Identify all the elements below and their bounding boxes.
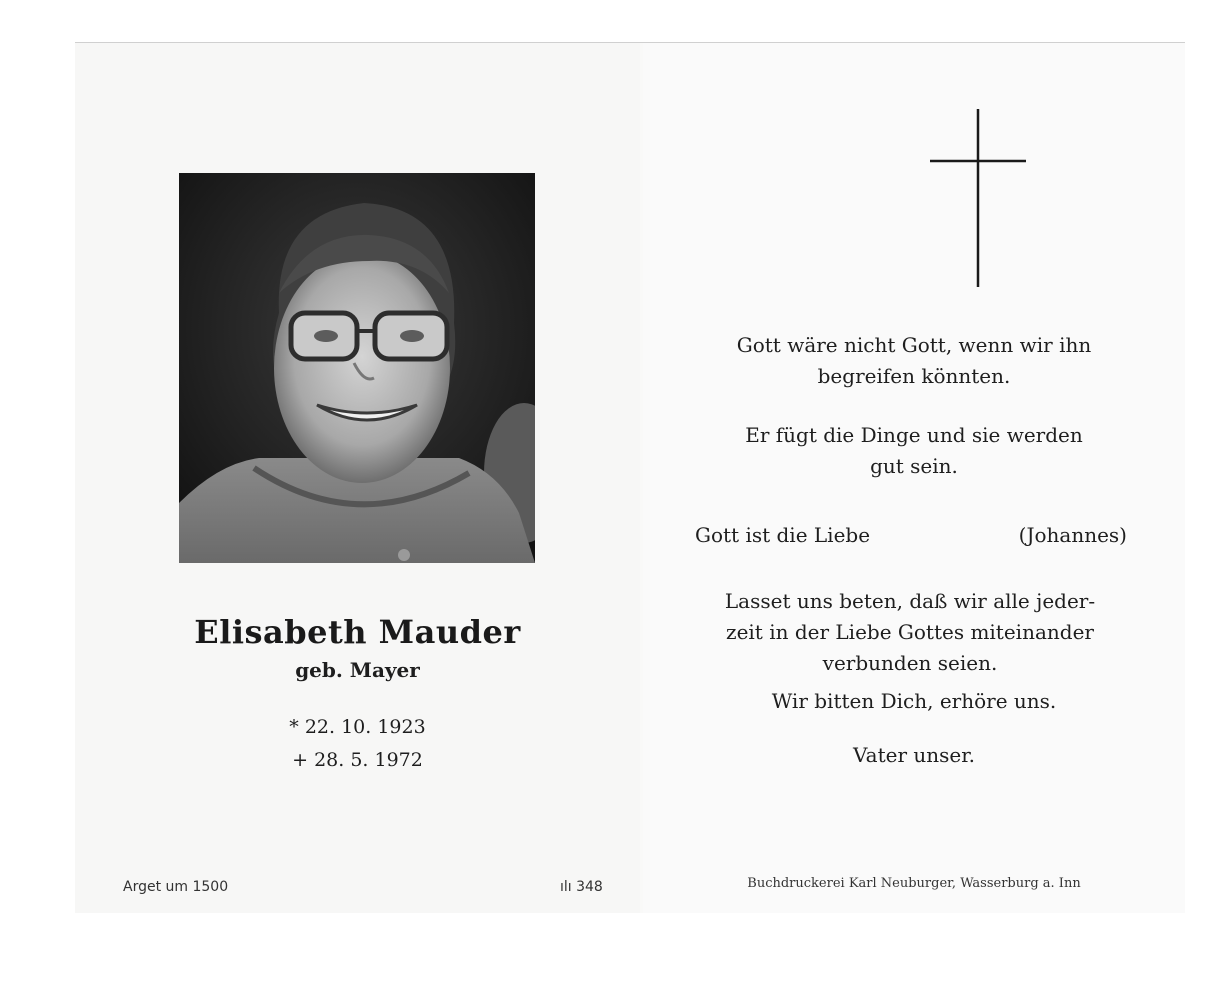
verse-1-line-2: begreifen könnten. [817,364,1011,388]
petition: Wir bitten Dich, erhöre uns. [771,689,1057,713]
birth-date: * 22. 10. 1923 [289,716,426,738]
verse-2-line-2: gut sein. [870,454,958,478]
maiden-name: geb. Mayer [295,658,420,682]
verse-2-line-1: Er fügt die Dinge und sie werden [745,423,1083,447]
memorial-card [75,42,1185,913]
prayer [695,586,1125,679]
verse-3-reference: (Johannes) [1018,523,1127,547]
prayer-line-1: Lasset uns beten, daß wir alle jeder- [724,589,1096,613]
prayer-line-3: verbunden seien. [822,651,998,675]
prayer-line-2: zeit in der Liebe Gottes miteinander [726,620,1094,644]
deceased-name: Elisabeth Mauder [194,613,521,651]
verse-1 [643,330,1185,392]
portrait-photo [179,173,535,563]
verse-2 [643,420,1185,482]
left-panel [75,43,640,913]
death-date: + 28. 5. 1972 [292,749,423,771]
verse-3: Gott ist die Liebe [695,523,871,547]
card-code-left: Arget um 1500 [123,879,229,895]
verse-1-line-1: Gott wäre nicht Gott, wenn wir ihn [736,333,1092,357]
printer-credit: Buchdruckerei Karl Neuburger, Wasserburg a. Inn [747,876,1081,891]
cross-icon [928,109,1028,289]
right-panel [643,43,1185,913]
card-code-right: ılı 348 [560,879,603,895]
our-father: Vater unser. [853,743,975,767]
